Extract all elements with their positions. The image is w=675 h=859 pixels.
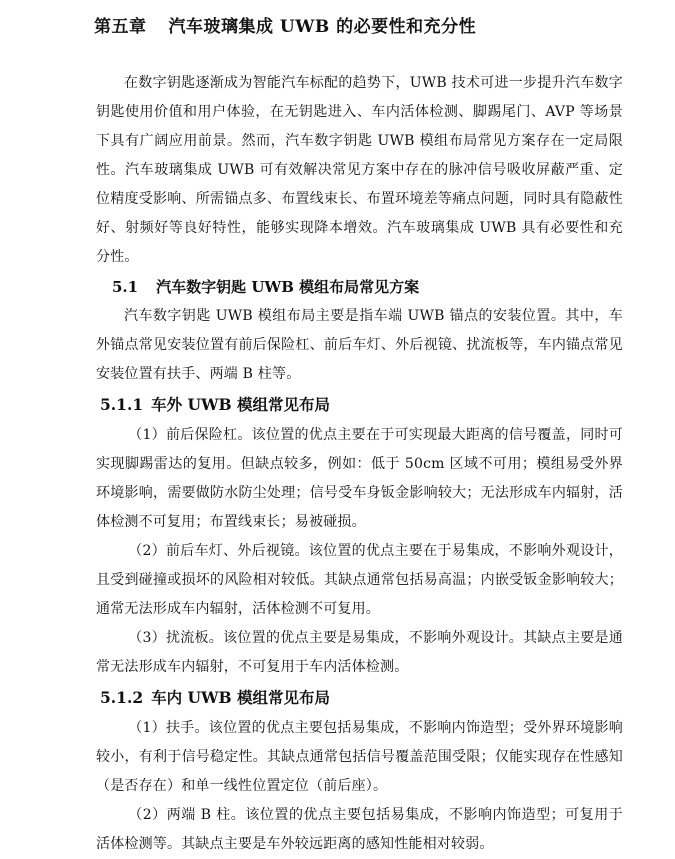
section-5-1-2-title: 车内 UWB 模组常见布局 (151, 688, 330, 707)
section-5-1-1-number: 5.1.1 (100, 395, 144, 414)
section-5-1-1-heading (96, 389, 623, 421)
list-item-armrest: （1）扶手。该位置的优点主要包括易集成，不影响内饰造型；受外界环境影响较小，有利于信号稳定性。其缺点通常包括信号覆盖范围受限；仅能实现存在性感知（是否存在）和单一线性位置定位（前后座）。 (96, 720, 623, 794)
section-5-1-2-heading (96, 682, 623, 714)
section-5-1-number: 5.1 (112, 278, 139, 296)
section-5-1-title: 汽车数字钥匙 UWB 模组布局常见方案 (156, 278, 420, 296)
section-5-1-2-number: 5.1.2 (100, 688, 144, 707)
chapter-title: 汽车玻璃集成 UWB 的必要性和充分性 (168, 17, 477, 37)
section-5-1-paragraph: 汽车数字钥匙 UWB 模组布局主要是指车端 UWB 锚点的安装位置。其中，车外锚点常见安装位置有前后保险杠、前后车灯、外后视镜、扰流板等，车内锚点常见安装位置有扶手、两端 B 柱等。 (96, 308, 623, 382)
chapter-heading (94, 16, 623, 38)
section-5-1-heading (96, 272, 623, 302)
list-item-spoiler: （3）扰流板。该位置的优点主要是易集成，不影响外观设计。其缺点主要是通常无法形成车内辐射，不可复用于车内活体检测。 (96, 630, 623, 675)
list-item-b-pillar: （2）两端 B 柱。该位置的优点主要包括易集成，不影响内饰造型；可复用于活体检测等。其缺点主要是车外较远距离的感知性能相对较弱。 (96, 807, 623, 852)
list-item-bumper: （1）前后保险杠。该位置的优点主要在于可实现最大距离的信号覆盖，同时可实现脚踢雷达的复用。但缺点较多，例如：低于 50cm 区域不可用；模组易受外界环境影响，需要做防水防尘处理；信号受车身钣金影响较大；无法形成车内辐射，活体检测不可复用；布置线束长；易被碰损。 (96, 427, 623, 530)
intro-paragraph: 在数字钥匙逐渐成为智能汽车标配的趋势下，UWB 技术可进一步提升汽车数字钥匙使用价值和用户体验，在无钥匙进入、车内活体检测、脚踢尾门、AVP 等场景下具有广阔应用前景。然而，汽车数字钥匙 UWB 模组布局常见方案存在一定局限性。汽车玻璃集成 UWB 可有效解决常见方案中存在的脉冲信号吸收屏蔽严重、定位精度受影响、所需锚点多、布置线束长、布置环境差等痛点问题，同时具有隐蔽性好、射频好等良好特性，能够实现降本增效。汽车玻璃集成 UWB 具有必要性和充分性。 (96, 75, 623, 265)
section-5-1-1-title: 车外 UWB 模组常见布局 (151, 395, 330, 414)
chapter-number: 第五章 (94, 17, 147, 37)
list-item-lamps-mirrors: （2）前后车灯、外后视镜。该位置的优点主要在于易集成，不影响外观设计，且受到碰撞或损坏的风险相对较低。其缺点通常包括易高温；内嵌受钣金影响较大；通常无法形成车内辐射，活体检测不可复用。 (96, 543, 623, 617)
